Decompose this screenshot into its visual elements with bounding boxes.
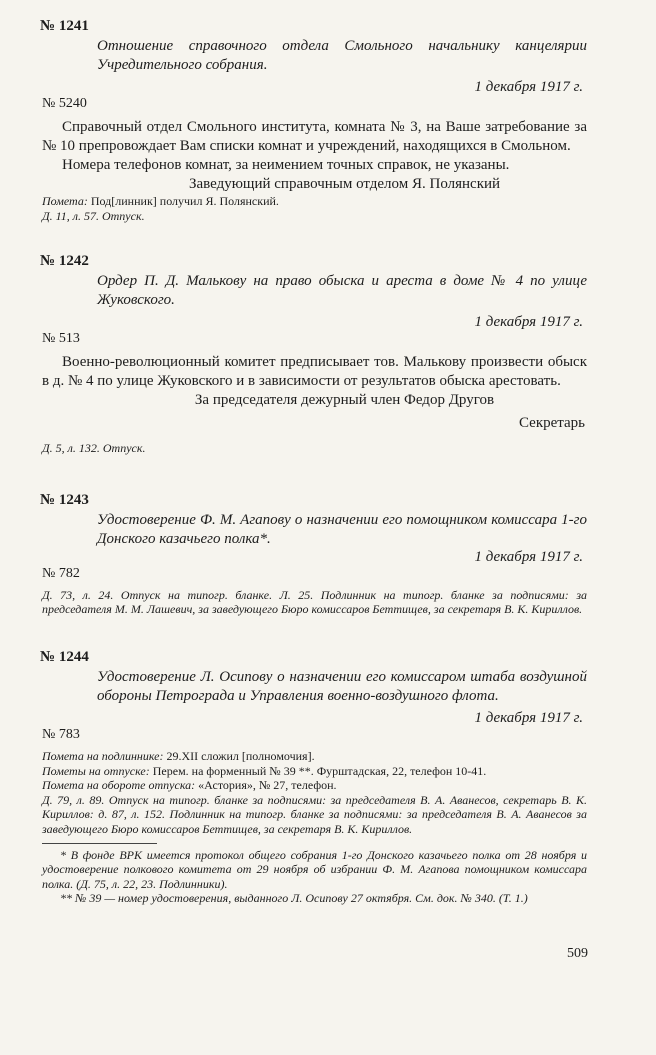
footnote-divider	[42, 843, 157, 844]
page-content	[42, 18, 587, 906]
document-date: 1 декабря 1917 г.	[474, 709, 583, 726]
note-label: Помета:	[42, 194, 88, 208]
archive-reference: Д. 73, л. 24. Отпуск на типогр. бланке. Л. 25. Подлинник на типогр. бланке за подписями: за председателя М. М. Лашевич, за заведующего Бюро комиссаров Беттищев, за секретаря В. К. Кириллов.	[42, 587, 587, 617]
document-note	[42, 749, 587, 764]
document-date: 1 декабря 1917 г.	[474, 314, 583, 331]
document-title: Ордер П. Д. Малькову на право обыска и ареста в доме № 4 по улице Жуковского.	[97, 273, 587, 309]
document-note	[42, 764, 587, 779]
note-text: «Астория», № 27, телефон.	[195, 778, 337, 793]
footnote: * В фонде ВРК имеется протокол общего собрания 1-го Донского казачьего полка от 28 ноября и удостоверение полкового комитета от 29 ноября об избрании Ф. М. Агапова помощником комиссара полка. (Д. 75, л. 22, 23. Подлинники).	[42, 847, 587, 891]
note-text: Под[линник] получил Я. Полянский.	[87, 194, 279, 208]
footnote: ** № 39 — номер удостоверения, выданного Л. Осипову 27 октября. См. док. № 340. (Т. 1.)	[60, 891, 528, 906]
document-signature: За председателя дежурный член Федор Другов	[194, 392, 495, 409]
note-text: 29.XII сложил [полномочия].	[163, 748, 315, 763]
document-number: № 1244	[40, 648, 89, 665]
note-label: Пометы на отпуске:	[42, 763, 150, 778]
document-body-paragraph: Военно-революционный комитет предписывает тов. Малькову произвести обыск в д. № 4 по улице Жуковского и в зависимости от результатов обыска арестовать.	[42, 354, 587, 390]
archive-reference: Д. 79, л. 89. Отпуск на типогр. бланке за подписями: за председателя В. А. Аванесов, секретарь В. К. Кириллов: д. 87, л. 152. Подлинник на типогр. бланке за подписями: за председателя В. А. Аванесов за заведующего Бюро комиссаров Беттищев, за секретаря В. К. Кириллов.	[42, 792, 587, 836]
document-signature-secretary: Секретарь	[518, 415, 585, 432]
registration-number: № 782	[42, 565, 80, 581]
document-date: 1 декабря 1917 г.	[474, 548, 583, 565]
registration-number: № 513	[42, 331, 80, 347]
document-body-paragraph: Справочный отдел Смольного института, комната № 3, на Ваше затребование за № 10 препровождает Вам списки комнат и учреждений, находящихся в Смольном.	[42, 119, 587, 154]
document-title: Отношение справочного отдела Смольного начальнику канцелярии Учредительного собрания.	[97, 38, 587, 73]
document-number: № 1241	[40, 18, 89, 34]
archive-reference: Д. 11, л. 57. Отпуск.	[42, 208, 145, 223]
document-title: Удостоверение Ф. М. Агапову о назначении его помощником комиссара 1-го Донского казачьего полка*.	[97, 511, 587, 547]
document-1241	[42, 18, 587, 223]
document-1243	[42, 492, 587, 617]
document-note	[42, 778, 587, 793]
registration-number: № 783	[42, 726, 80, 742]
document-note	[42, 194, 587, 209]
page-number: 509	[567, 946, 588, 961]
registration-number: № 5240	[42, 96, 87, 111]
document-title: Удостоверение Л. Осипову о назначении его комиссаром штаба воздушной обороны Петрограда и Управления военно-воздушного флота.	[97, 668, 587, 704]
document-signature: Заведующий справочным отделом Я. Полянский	[188, 176, 501, 192]
document-1244	[42, 649, 587, 837]
document-date: 1 декабря 1917 г.	[474, 79, 583, 95]
document-number: № 1243	[40, 491, 89, 508]
note-label: Помета на подлиннике:	[42, 748, 164, 763]
document-body-paragraph: Номера телефонов комнат, за неимением точных справок, не указаны.	[62, 157, 510, 173]
note-text: Перем. на форменный № 39 **. Фурштадская, 22, телефон 10-41.	[149, 763, 487, 778]
archive-reference: Д. 5, л. 132. Отпуск.	[42, 441, 146, 456]
note-label: Помета на обороте отпуска:	[42, 778, 196, 793]
document-number: № 1242	[40, 253, 89, 270]
document-1242	[42, 253, 587, 456]
